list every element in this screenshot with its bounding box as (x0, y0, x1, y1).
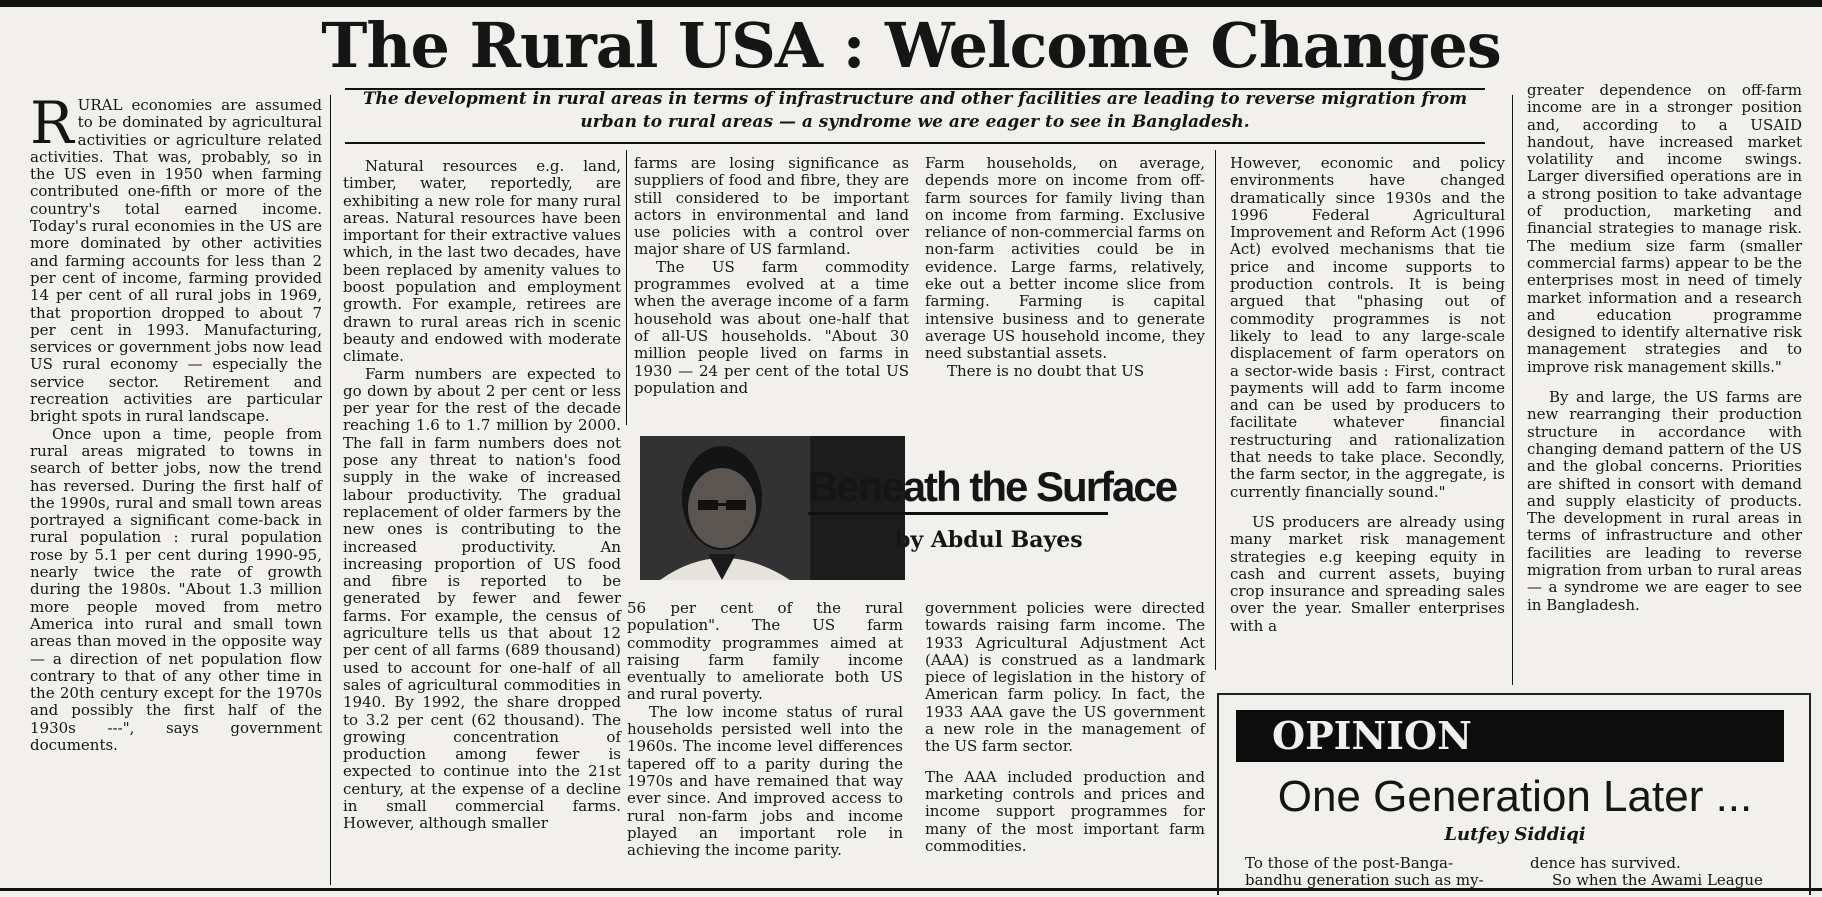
paragraph: The AAA included production and marketing controls and prices and income support programmes for many of the most important farm commodities. (925, 767, 1205, 855)
paragraph: Natural resources e.g. land, timber, water, reportedly, are exhibiting a new role for many rural areas. Natural resources have been important for their extractive values which, in the last two decades, have been replaced by amenity values to boost population and employment growth. For example, retirees are drawn to rural areas rich in scenic beauty and endowed with moderate climate. (343, 157, 621, 366)
paragraph: greater dependence on off-farm income are in a stronger position and, according to a USAID handout, have increased market volatility and income swings. Larger diversified operations are in a strong position to take advantage of production, marketing and financial strategies to manage risk. The medium size farm (smaller commercial farms) appear to be the enterprises most in need of timely market information and a research and education programme designed to identify alternative risk management strategies and to improve risk management skills." (1527, 81, 1802, 376)
headline: The Rural USA : Welcome Changes (321, 9, 1501, 82)
column-rule-1 (330, 95, 331, 885)
paragraph: 56 per cent of the rural population". The US farm commodity programmes aimed at raising farm family income eventually to ameliorate both US and rural poverty. (627, 599, 903, 704)
paragraph: However, economic and policy environments have changed dramatically since 1930s and the 1996 Federal Agricultural Improvement and Reform Act (1996 Act) evolved mechanisms that tie price and income supports to production controls. It is being argued that "phasing out of commodity programmes is not likely to lead to any large-scale displacement of farm operators on a sector-wide basis : First, contract payments will add to farm income and can be used by producers to facilitate whatever financial restructuring and rationalization that needs to take place. Secondly, the farm sector, in the aggregate, is currently financially sound." (1230, 154, 1505, 501)
deck: The development in rural areas in terms of infrastructure and other facilities are leading to reverse migration from urban to rural areas — a syndrome we are eager to see in Bangladesh. (362, 89, 1468, 132)
paragraph: US producers are already using many market risk management strategies e.g keeping equity in cash and current assets, buying crop insurance and spreading sales over the year. Smaller enterprises with a (1230, 512, 1505, 635)
paragraph: government policies were directed towards raising farm income. The 1933 Agricultural Adjustment Act (AAA) is construed as a landmark piece of legislation in the history of American farm policy. In fact, the 1933 AAA gave the US government a new role in the management of the US farm sector. (925, 599, 1205, 756)
bottom-rule (0, 888, 1822, 891)
article-column-3-top (634, 155, 909, 397)
column-rule-4 (1512, 95, 1513, 685)
opinion-headline: One Generation Later ... (1277, 772, 1753, 821)
column-title-rule (808, 512, 1108, 515)
paragraph: By and large, the US farms are new rearranging their production structure in accordance with changing demand pattern of the US and the global concerns. Priorities are shifted in consort with demand and supply elasticity of products. The development in rural areas in terms of infrastructure and other facilities are leading to reverse migration from urban to rural areas — a syndrome we are eager to see in Bangladesh. (1527, 388, 1802, 614)
column-rule-3 (1215, 150, 1216, 670)
column-title: Beneath the Surface (808, 463, 1177, 510)
paragraph: Farm numbers are expected to go down by about 2 per cent or less per year for the rest of the decade reaching 1.6 to 1.7 million by 2000. The fall in farm numbers does not pose any threat to nation's food supply in the wake of increased labour productivity. The gradual replacement of older farmers by the new ones is contributing to the increased productivity. An increasing proportion of US food and fibre is reported to be generated by fewer and fewer farms. For example, the census of agriculture tells us that about 12 per cent of all farms (689 thousand) used to account for one-half of all sales of agricultural commodities in 1940. By 1992, the share dropped to 3.2 per cent (62 thousand). The growing concentration of production among fewer is expected to continue into the 21st century, at the expense of a decline in small commercial farms. However, although smaller (343, 364, 621, 833)
paragraph: Once upon a time, people from rural areas migrated to towns in search of better jobs, now the trend has reversed. During the first half of the 1990s, rural and small town areas portrayed a significant come-back in rural population : rural population rose by 5.1 per cent during 1990-95, nearly twice the rate of growth during the 1980s. "About 1.3 million more people moved from metro America into rural and small town areas than moved in the opposite way — a direction of net population flow contrary to that of any other time in the 20th century except for the 1970s and possibly the first half of the 1930s ---", says government documents. (30, 424, 322, 754)
paragraph: There is no doubt that US (947, 361, 1145, 380)
opinion-label: OPINION (1236, 710, 1784, 762)
paragraph: Farm households, on average, depends more on income from off-farm sources for family living than on income from farming. Exclusive reliance of non-commercial farms on non-farm activities could be in evidence. Large farms, relatively, eke out a better income slice from farming. Farming is capital intensive business and to generate average US household income, they need substantial assets. (925, 154, 1205, 363)
opinion-author: Lutfey Siddiqi (1444, 824, 1586, 845)
paragraph: The US farm commodity programmes evolved at a time when the average income of a farm household was about one-half that of all-US households. "About 30 million people lived on farms in 1930 — 24 per cent of the total US population and (634, 257, 909, 397)
article-column-3-bottom (627, 600, 903, 859)
paragraph-text: URAL economies are assumed to be dominated by agricultural activities or agriculture related activities. That was, probably, so in the US even in 1950 when farming contributed one-fifth or more of the country's total earned income. Today's rural economies in the US are more dominated by other activities and farming accounts for less than 2 per cent of income, farming provided 14 per cent of all rural jobs in 1969, that proportion dropped to about 7 per cent in 1993. Manufacturing, services or government jobs now lead US rural economy — especially the service sector. Retirement and recreation activities are particular bright spots in rural landscape. (30, 96, 322, 426)
opinion-column-left (1245, 855, 1510, 888)
article-column-6 (1527, 82, 1802, 614)
top-rule (0, 0, 1822, 7)
paragraph (30, 89, 322, 426)
opinion-text-line: So when the Awami League (1552, 871, 1763, 888)
article-column-4-top (925, 155, 1205, 380)
article-column-1 (30, 89, 322, 754)
article-column-2 (343, 158, 621, 833)
opinion-column-right (1530, 855, 1800, 888)
article-column-5 (1230, 155, 1505, 635)
article-column-4-bottom (925, 600, 1205, 855)
column-rule-2 (626, 150, 627, 425)
byline: by Abdul Bayes (895, 527, 1083, 553)
drop-cap: R (30, 89, 74, 157)
paragraph: farms are losing significance as suppliers of food and fibre, they are still considered to be important actors in environmental and land use policies with a control over major share of US farmland. (634, 154, 909, 259)
deck-bottom-rule (345, 142, 1485, 144)
opinion-text-line: bandhu generation such as my- (1245, 871, 1484, 888)
paragraph: The low income status of rural households persisted well into the 1960s. The income level differences tapered off to a parity during the 1970s and have remained that way ever since. And improved access to rural non-farm jobs and income played an important role in achieving the income parity. (627, 702, 903, 860)
opinion-text-line: To those of the post-Banga- (1245, 855, 1454, 872)
opinion-text-line: dence has survived. (1530, 855, 1681, 872)
